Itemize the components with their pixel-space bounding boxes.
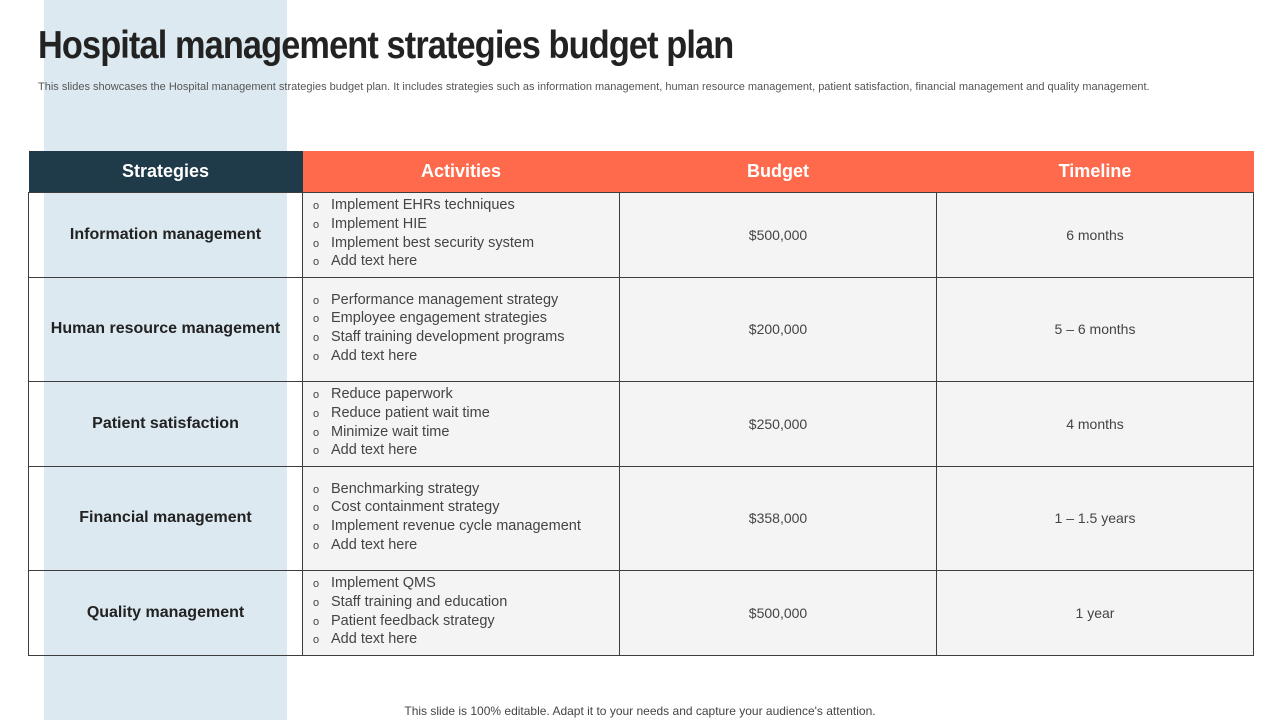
activities-cell bbox=[303, 192, 620, 277]
bullet-icon: o bbox=[313, 237, 320, 250]
activity-text: Employee engagement strategies bbox=[331, 310, 548, 327]
bullet-icon: o bbox=[313, 634, 320, 647]
strategy-cell: Information management bbox=[29, 192, 303, 277]
activities-list bbox=[313, 386, 611, 461]
activity-item bbox=[313, 405, 611, 424]
table-row bbox=[29, 570, 1254, 655]
table-row bbox=[29, 192, 1254, 277]
activity-item bbox=[313, 518, 611, 537]
activities-list bbox=[313, 197, 611, 272]
bullet-icon: o bbox=[313, 615, 320, 628]
activity-item bbox=[313, 481, 611, 500]
header-strategies: Strategies bbox=[29, 151, 303, 192]
activity-text: Add text here bbox=[331, 253, 418, 270]
activity-text: Implement EHRs techniques bbox=[331, 197, 515, 214]
activity-item bbox=[313, 594, 611, 613]
bullet-icon: o bbox=[313, 578, 320, 591]
activity-text: Implement QMS bbox=[331, 575, 436, 592]
header-timeline: Timeline bbox=[937, 151, 1254, 192]
activity-item bbox=[313, 348, 611, 367]
bullet-icon: o bbox=[313, 294, 320, 307]
header-budget: Budget bbox=[620, 151, 937, 192]
strategy-cell: Financial management bbox=[29, 466, 303, 570]
activities-cell bbox=[303, 381, 620, 466]
activity-item bbox=[313, 424, 611, 443]
activity-text: Add text here bbox=[331, 442, 418, 459]
activity-text: Add text here bbox=[331, 631, 418, 648]
strategy-cell: Human resource management bbox=[29, 277, 303, 381]
slide-subtitle: This slides showcases the Hospital management strategies budget plan. It includes strategies such as information management, human resource management, patient satisfaction, financial management and quality management. bbox=[38, 81, 1150, 93]
budget-plan-table bbox=[28, 151, 1254, 656]
budget-cell: $250,000 bbox=[620, 381, 937, 466]
bullet-icon: o bbox=[313, 483, 320, 496]
bullet-icon: o bbox=[313, 596, 320, 609]
activity-text: Reduce patient wait time bbox=[331, 404, 490, 421]
activity-text: Implement revenue cycle management bbox=[331, 518, 581, 534]
activity-text: Reduce paperwork bbox=[331, 386, 453, 403]
activities-cell bbox=[303, 277, 620, 381]
activities-cell bbox=[303, 570, 620, 655]
activity-text: Minimize wait time bbox=[331, 423, 450, 440]
activities-list bbox=[313, 292, 611, 367]
table-row bbox=[29, 466, 1254, 570]
bullet-icon: o bbox=[313, 218, 320, 231]
activity-text: Add text here bbox=[331, 536, 418, 553]
bullet-icon: o bbox=[313, 256, 320, 269]
table-row bbox=[29, 381, 1254, 466]
bullet-icon: o bbox=[313, 389, 320, 402]
slide-title: Hospital management strategies budget plan bbox=[38, 24, 734, 67]
strategy-cell: Quality management bbox=[29, 570, 303, 655]
activities-list bbox=[313, 481, 611, 556]
activity-item bbox=[313, 499, 611, 518]
budget-cell: $358,000 bbox=[620, 466, 937, 570]
timeline-cell: 1 – 1.5 years bbox=[937, 466, 1254, 570]
activity-item bbox=[313, 329, 611, 348]
activities-cell bbox=[303, 466, 620, 570]
timeline-cell: 5 – 6 months bbox=[937, 277, 1254, 381]
table-row bbox=[29, 277, 1254, 381]
bullet-icon: o bbox=[313, 426, 320, 439]
bullet-icon: o bbox=[313, 407, 320, 420]
activity-item bbox=[313, 292, 611, 311]
bullet-icon: o bbox=[313, 539, 320, 552]
activity-text: Benchmarking strategy bbox=[331, 480, 480, 497]
activity-text: Add text here bbox=[331, 347, 418, 364]
activity-item bbox=[313, 197, 611, 216]
activity-item bbox=[313, 386, 611, 405]
activity-text: Implement best security system bbox=[331, 234, 535, 251]
strategy-cell: Patient satisfaction bbox=[29, 381, 303, 466]
activity-item bbox=[313, 613, 611, 632]
activity-text: Staff training development programs bbox=[331, 329, 565, 345]
budget-cell: $500,000 bbox=[620, 192, 937, 277]
activity-text: Implement HIE bbox=[331, 215, 427, 232]
bullet-icon: o bbox=[313, 200, 320, 213]
timeline-cell: 1 year bbox=[937, 570, 1254, 655]
timeline-cell: 6 months bbox=[937, 192, 1254, 277]
bullet-icon: o bbox=[313, 445, 320, 458]
activity-item bbox=[313, 310, 611, 329]
activity-text: Patient feedback strategy bbox=[331, 612, 495, 629]
activity-item bbox=[313, 631, 611, 650]
bullet-icon: o bbox=[313, 521, 320, 533]
activity-text: Staff training and education bbox=[331, 593, 508, 610]
header-activities: Activities bbox=[303, 151, 620, 192]
activity-item bbox=[313, 537, 611, 556]
activity-item bbox=[313, 235, 611, 254]
activities-list bbox=[313, 575, 611, 650]
budget-cell: $200,000 bbox=[620, 277, 937, 381]
activity-item bbox=[313, 442, 611, 461]
activity-item bbox=[313, 575, 611, 594]
footer-note: This slide is 100% editable. Adapt it to your needs and capture your audience's attention. bbox=[404, 704, 876, 718]
activity-item bbox=[313, 253, 611, 272]
table-header-row bbox=[29, 151, 1254, 192]
budget-cell: $500,000 bbox=[620, 570, 937, 655]
bullet-icon: o bbox=[313, 502, 320, 515]
timeline-cell: 4 months bbox=[937, 381, 1254, 466]
bullet-icon: o bbox=[313, 332, 320, 344]
bullet-icon: o bbox=[313, 313, 320, 326]
activity-text: Performance management strategy bbox=[331, 291, 559, 308]
activity-item bbox=[313, 216, 611, 235]
bullet-icon: o bbox=[313, 350, 320, 363]
activity-text: Cost containment strategy bbox=[331, 499, 500, 516]
